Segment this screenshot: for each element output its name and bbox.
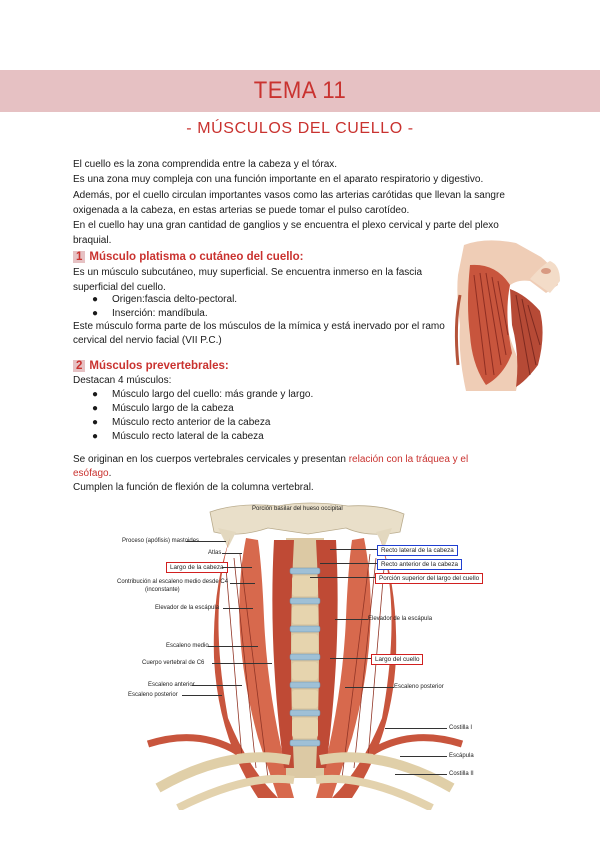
label-cuerpo-c6: Cuerpo vertebral de C6 [142, 660, 205, 666]
leader-line [222, 553, 242, 554]
section2-bullet: ● Músculo recto lateral de la cabeza [92, 431, 264, 442]
label-recto-lateral: Recto lateral de la cabeza [377, 545, 458, 556]
intro-line: oxigenada a la cabeza, en estas arterias se puede tomar el pulso carotídeo. [73, 204, 410, 216]
label-largo-cabeza: Largo de la cabeza [166, 562, 228, 573]
intro-line: Además, por el cuello circulan importantes vasos como las arterias carótidas que llevan la sangre [73, 189, 505, 201]
section2-origin: Se originan en los cuerpos vertebrales cervicales y presentan relación con la tráquea y el [73, 454, 469, 465]
intro-line: En el cuello hay una gran cantidad de ganglios y se encuentra el plexo cervical y parte del plexo [73, 220, 499, 232]
label-escaleno-medio: Escaleno medio [166, 643, 209, 649]
intro-paragraph [73, 157, 505, 249]
label-escapula: Escápula [449, 753, 474, 759]
intro-line: Es una zona muy compleja con una función importante en el aparato respiratorio y digestivo. [73, 174, 484, 186]
page-subtitle: - MÚSCULOS DEL CUELLO - [186, 120, 414, 137]
leader-line [320, 563, 377, 564]
leader-line [230, 583, 255, 584]
section2-origin-cont: esófago. [73, 468, 112, 479]
section1-line: Es un músculo subcutáneo, muy superficial. Se encuentra inmerso en la fascia [73, 267, 423, 278]
section2-title: Músculos prevertebrales: [89, 360, 229, 372]
section1-line: superficial del cuello. [73, 282, 166, 293]
label-recto-anterior: Recto anterior de la cabeza [377, 559, 462, 570]
leader-line [192, 685, 242, 686]
section2-bullet: ● Músculo largo del cuello: más grande y largo. [92, 389, 314, 400]
intro-line: braquial. [73, 235, 112, 247]
label-porcion-basilar: Porción basilar del hueso occipital [252, 506, 343, 512]
platysma-illustration [446, 235, 566, 393]
leader-line [208, 646, 258, 647]
leader-line [330, 549, 377, 550]
label-costilla-1: Costilla I [449, 725, 473, 731]
section1-heading [73, 251, 303, 263]
label-elevador-der: Elevador de la escápula [368, 616, 433, 622]
section2-bullet: ● Músculo largo de la cabeza [92, 403, 234, 414]
section1-after-line: Este músculo forma parte de los músculos de la mímica y está inervado por el ramo [73, 321, 445, 332]
leader-line [212, 663, 272, 664]
intro-line: El cuello es la zona comprendida entre la cabeza y el tórax. [73, 159, 338, 170]
label-largo-cuello: Largo del cuello [371, 654, 423, 665]
section1-bullet: ● Origen:fascia delto-pectoral. [92, 294, 238, 305]
section2-function: Cumplen la función de flexión de la columna vertebral. [73, 482, 314, 493]
section2-intro: Destacan 4 músculos: [73, 375, 172, 386]
leader-line [186, 541, 226, 542]
label-atlas: Atlas [208, 550, 222, 556]
section2-heading [73, 360, 229, 372]
leader-line [310, 577, 375, 578]
leader-line [345, 687, 394, 688]
leader-line [223, 608, 253, 609]
section1-title: Músculo platisma o cutáneo del cuello: [89, 251, 304, 263]
label-escaleno-anterior: Escaleno anterior [148, 682, 195, 688]
section2-number: 2 [73, 360, 85, 372]
label-elevador-izq: Elevador de la escápula [155, 605, 220, 611]
section1-bullet: ● Inserción: mandíbula. [92, 308, 208, 319]
leader-line [222, 567, 252, 568]
leader-line [330, 658, 371, 659]
label-porcion-superior: Porción superior del largo del cuello [375, 573, 483, 584]
section1-number: 1 [73, 251, 85, 263]
section2-bullet: ● Músculo recto anterior de la cabeza [92, 417, 271, 428]
leader-line [182, 695, 222, 696]
page-title: TEMA 11 [253, 77, 347, 104]
label-escaleno-posterior-der: Escaleno posterior [394, 684, 444, 690]
leader-line [395, 774, 447, 775]
label-contrib-escaleno: Contribución al escaleno medio desde C4 [117, 579, 229, 585]
label-mastoides: Proceso (apófisis) mastoides [122, 538, 200, 544]
leader-line [400, 756, 447, 757]
leader-line [335, 619, 368, 620]
leader-line [385, 728, 447, 729]
label-escaleno-posterior-izq: Escaleno posterior [128, 692, 178, 698]
section1-after-line: cervical del nervio facial (VII P.C.) [73, 335, 222, 346]
label-inconstante: (inconstante) [145, 587, 180, 593]
label-costilla-2: Costilla II [449, 771, 474, 777]
